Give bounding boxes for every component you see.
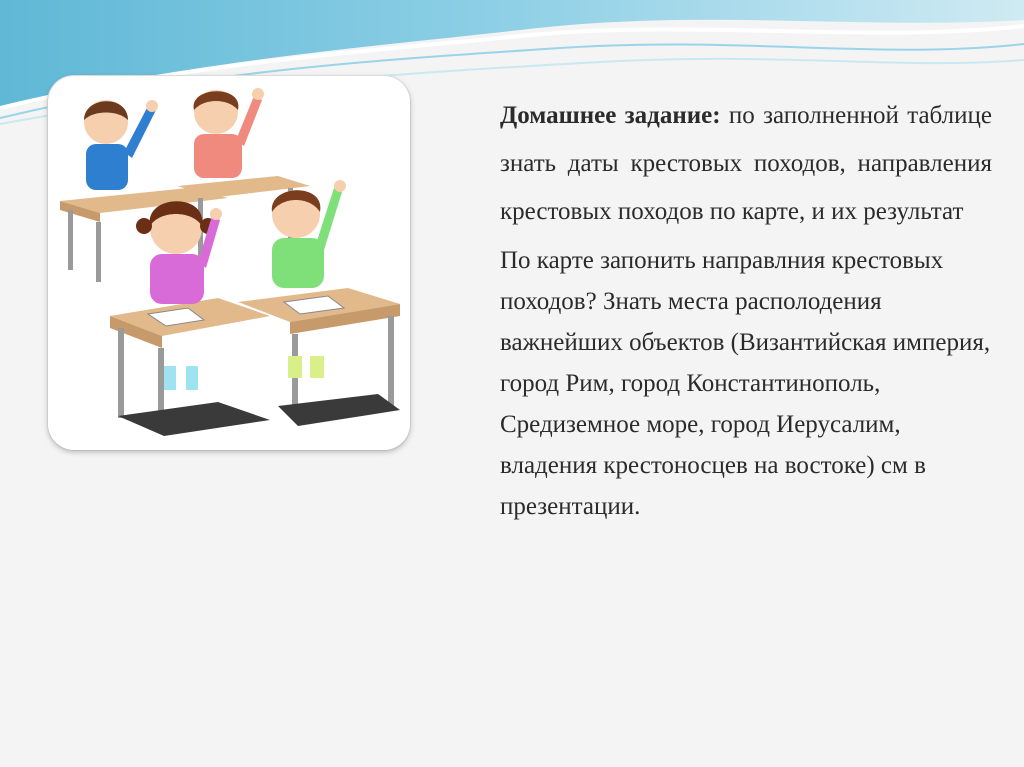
classroom-drawing xyxy=(48,76,410,450)
homework-paragraph-1-text: по заполненной таблице знать даты крестовых походов, направления крестовых походов по карте, и их результат xyxy=(500,102,992,225)
homework-text-block xyxy=(500,92,992,527)
children-illustration xyxy=(48,76,410,450)
homework-paragraph-1 xyxy=(500,92,992,236)
homework-paragraph-2: По карте запонить направлния крестовых походов? Знать места располодения важнейших объектов (Византийская империя, город Рим, город Константинополь, Средиземное море, город Иерусалим, владения крестоносцев на востоке) см в презентации. xyxy=(500,247,991,520)
homework-heading: Домашнее задание: xyxy=(500,102,721,129)
